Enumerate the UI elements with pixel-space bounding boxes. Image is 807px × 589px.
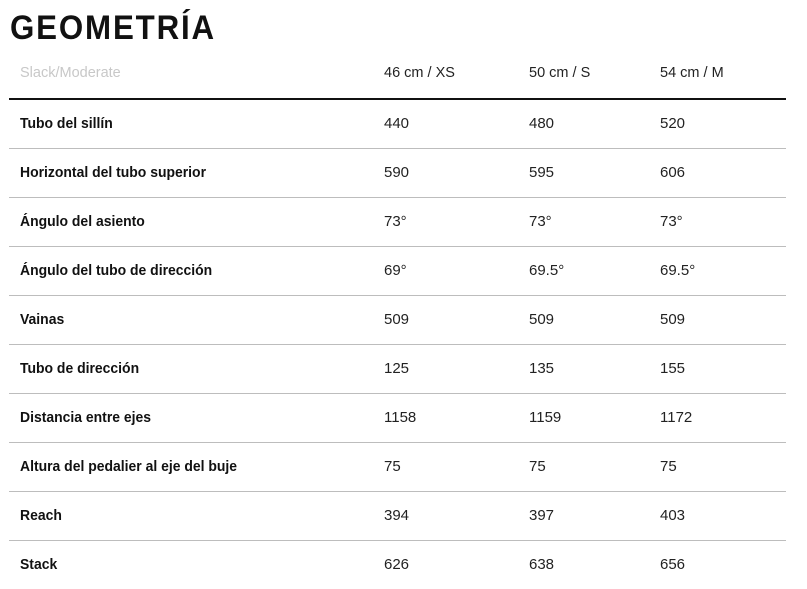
row-value-s: 1159	[529, 409, 562, 426]
table-row	[9, 247, 786, 296]
table-row	[9, 198, 786, 247]
row-value-m: 155	[660, 360, 686, 377]
row-value-xs: 75	[384, 458, 401, 475]
page-title: GEOMETRÍA	[10, 9, 216, 47]
row-value-s: 69.5°	[529, 262, 565, 279]
row-value-xs: 69°	[384, 262, 407, 279]
row-label: Reach	[20, 507, 62, 524]
row-label: Stack	[20, 556, 58, 573]
row-value-s: 75	[529, 458, 546, 475]
table-header-row	[9, 50, 786, 100]
table-row	[9, 149, 786, 198]
row-value-s: 135	[529, 360, 555, 377]
row-label: Horizontal del tubo superior	[20, 164, 207, 181]
row-value-xs: 1158	[384, 409, 417, 426]
row-label: Vainas	[20, 311, 65, 328]
row-value-xs: 394	[384, 507, 410, 524]
row-label: Ángulo del asiento	[20, 213, 145, 230]
row-value-m: 69.5°	[660, 262, 696, 279]
row-value-m: 520	[660, 115, 686, 132]
header-size-m: 54 cm / M	[660, 65, 724, 81]
row-value-s: 638	[529, 556, 555, 573]
table-row	[9, 492, 786, 541]
table-row	[9, 345, 786, 394]
table-row	[9, 443, 786, 492]
row-value-m: 606	[660, 164, 686, 181]
row-value-m: 509	[660, 311, 686, 328]
row-value-m: 403	[660, 507, 686, 524]
row-label: Tubo del sillín	[20, 115, 113, 132]
geometry-table	[9, 50, 786, 589]
row-value-xs: 440	[384, 115, 410, 132]
row-label: Altura del pedalier al eje del buje	[20, 458, 238, 475]
row-value-m: 1172	[660, 409, 693, 426]
row-value-m: 656	[660, 556, 686, 573]
header-size-s: 50 cm / S	[529, 65, 591, 81]
row-value-s: 509	[529, 311, 555, 328]
row-value-xs: 125	[384, 360, 410, 377]
header-label: Slack/Moderate	[20, 65, 121, 81]
row-value-xs: 626	[384, 556, 410, 573]
table-row	[9, 296, 786, 345]
row-label: Ángulo del tubo de dirección	[20, 262, 213, 279]
row-value-s: 595	[529, 164, 555, 181]
row-value-m: 73°	[660, 213, 683, 230]
row-value-xs: 590	[384, 164, 410, 181]
row-label: Tubo de dirección	[20, 360, 140, 377]
header-size-xs: 46 cm / XS	[384, 65, 455, 81]
table-row	[9, 541, 786, 589]
table-row	[9, 100, 786, 149]
row-value-s: 397	[529, 507, 555, 524]
table-row	[9, 394, 786, 443]
row-value-xs: 509	[384, 311, 410, 328]
row-label: Distancia entre ejes	[20, 409, 152, 426]
row-value-s: 73°	[529, 213, 552, 230]
row-value-s: 480	[529, 115, 555, 132]
row-value-m: 75	[660, 458, 677, 475]
row-value-xs: 73°	[384, 213, 407, 230]
